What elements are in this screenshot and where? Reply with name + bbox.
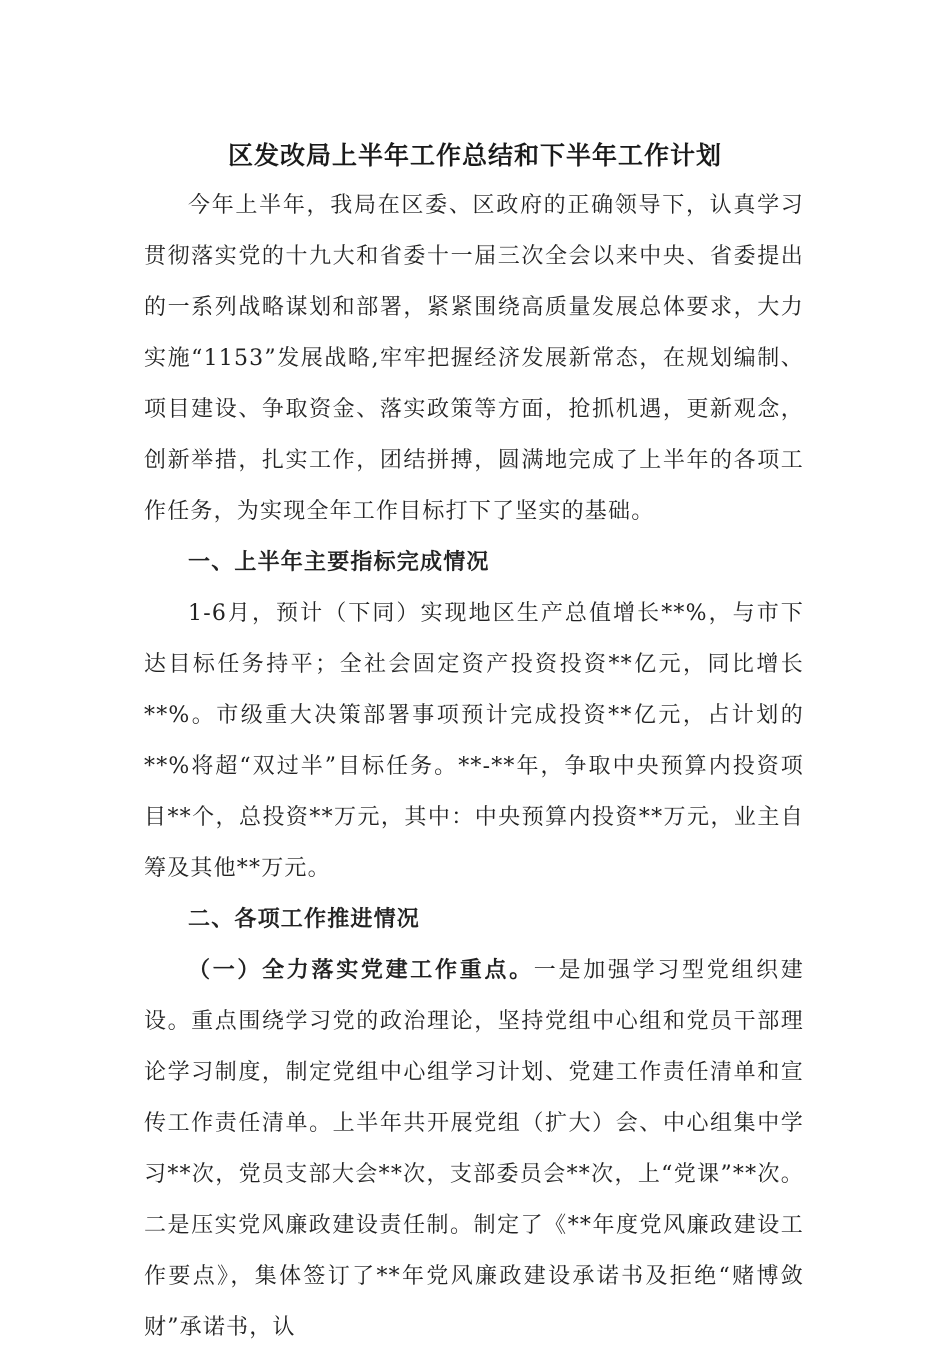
subsection-1-text: 一是加强学习型党组织建设。重点围绕学习党的政治理论，坚持党组中心组和党员干部理论学习制度，制定党组中心组学习计划、党建工作责任清单和宣传工作责任清单。上半年共开展党组（扩大）会、中心组集中学习**次，党员支部大会**次，支部委员会**次，上“党课”**次。二是压实党风廉政建设责任制。制定了《**年度党风廉政建设工作要点》，集体签订了**年党风廉政建设承诺书及拒绝“赌博敛财”承诺书，认 — [144, 958, 804, 1340]
section-2-heading: 二、各项工作推进情况 — [188, 906, 421, 932]
intro-paragraph: 今年上半年，我局在区委、区政府的正确领导下，认真学习贯彻落实党的十九大和省委十一届三次全会以来中央、省委提出的一系列战略谋划和部署，紧紧围绕高质量发展总体要求，大力实施“1153”发展战略,牢牢把握经济发展新常态，在规划编制、项目建设、争取资金、落实政策等方面，抢抓机遇，更新观念，创新举措，扎实工作，团结拼搏，圆满地完成了上半年的各项工作任务，为实现全年工作目标打下了坚实的基础。 — [144, 193, 804, 524]
document-body — [144, 180, 804, 1353]
subsection-1-lead: （一）全力落实党建工作重点。 — [188, 957, 534, 983]
section-1-paragraph: 1-6月，预计（下同）实现地区生产总值增长**%，与市下达目标任务持平；全社会固定资产投资投资**亿元，同比增长**%。市级重大决策部署事项预计完成投资**亿元，占计划的**%将超“双过半”目标任务。**-**年，争取中央预算内投资项目**个，总投资**万元，其中：中央预算内投资**万元，业主自筹及其他**万元。 — [144, 601, 804, 881]
subsection-1-paragraph — [144, 945, 804, 1353]
section-1-heading: 一、上半年主要指标完成情况 — [188, 549, 490, 575]
document-title: 区发改局上半年工作总结和下半年工作计划 — [227, 141, 722, 170]
